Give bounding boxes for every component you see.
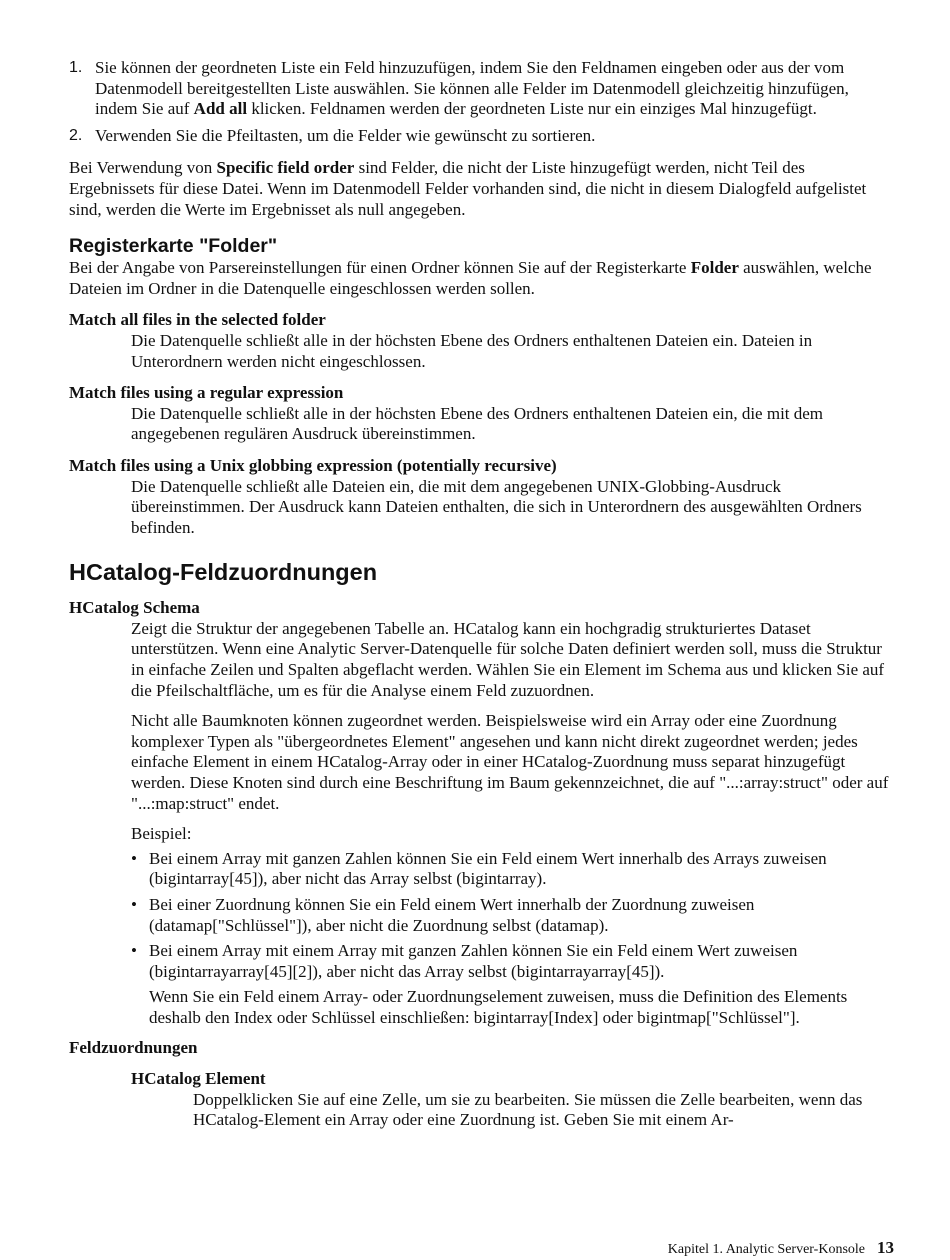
folder-options-list [69, 310, 891, 538]
list-item: • Bei einer Zuordnung können Sie ein Feld einem Wert innerhalb der Zuordnung zuweisen (datamap["Schlüssel"]), aber nicht die Zuordnung selbst (datamap). [131, 895, 755, 935]
specific-field-order-term: Specific field order [216, 158, 355, 178]
example-bullets [131, 849, 891, 1029]
field-mappings-definitions [69, 1038, 891, 1131]
page-footer [668, 1238, 894, 1258]
list-item [69, 58, 891, 120]
list-item [69, 126, 891, 147]
list-text: klicken. Feldnamen werden der geordneten Liste nur ein einziges Mal hinzugefügt. [247, 99, 817, 119]
page-number: 13 [877, 1238, 894, 1257]
definition-term: HCatalog Element [131, 1069, 266, 1089]
schema-description: Zeigt die Struktur der angegebenen Tabelle an. HCatalog kann ein hochgradig strukturiertes Dataset unterstützen. Wenn eine Analytic Server-Datenquelle für solche Daten definiert werden soll, muss die Struktur in einfache Zeilen und Spalten abgeflacht werden. Wählen Sie ein Element im Schema aus und klicken Sie auf die Pfeilschaltfläche, um es für die Analyse einem Feld zuzuordnen. [131, 618, 885, 700]
folder-tab-heading: Registerkarte "Folder" [69, 235, 278, 258]
list-item: • Bei einem Array mit einem Array mit ganzen Zahlen können Sie ein Feld einem Wert zuweisen (bigintarrayarray[45][2]), aber nicht das Array selbst (bigintarrayarray[45]). Wenn Sie ein Feld einem Array- oder Zuordnungselement zuweisen, muss die Definition des Elements deshalb den Index oder Schlüssel einschließen: bigintarray[Index] oder bigintmap["Schlüssel"]. [131, 941, 891, 1028]
definition-description: Doppelklicken Sie auf eine Zelle, um sie zu bearbeiten. Sie müssen die Zelle bearbeiten, wenn das HCatalog-Element ein Array oder eine Zuordnung ist. Geben Sie mit einem Ar- [193, 1089, 863, 1130]
folder-term: Folder [690, 258, 739, 278]
bullet-icon: • [131, 895, 137, 914]
chapter-title: Kapitel 1. Analytic Server-Konsole [667, 1242, 865, 1257]
add-all-term: Add all [193, 99, 248, 119]
list-number: 2. [69, 126, 83, 144]
bullet-icon: • [131, 941, 137, 961]
schema-description: Nicht alle Baumknoten können zugeordnet werden. Beispielsweise wird ein Array oder eine Zuordnung komplexer Typen als "übergeordnetes Element" angesehen und kann nicht direkt zugeordnet werden; jedes einfache Element in einem HCatalog-Array oder in einer HCatalog-Zuordnung muss separat hinzugefügt werden. Diese Knoten sind durch eine Beschriftung im Baum gekennzeichnet, die auf "...:array:struct" oder auf "...:map:struct" endet. [131, 711, 889, 813]
list-item: • Bei einem Array mit ganzen Zahlen können Sie ein Feld einem Wert innerhalb des Arrays zuweisen (bigintarray[45]), aber nicht das Array selbst (bigintarray). [131, 848, 827, 889]
definition-term: HCatalog Schema [69, 598, 200, 618]
example-label: Beispiel: [131, 824, 192, 844]
definition-description: Die Datenquelle schließt alle Dateien ein, die mit dem angegebenen UNIX-Globbing-Ausdruck übereinstimmen. Der Ausdruck kann Dateien enthalten, die sich in Unterordnern des ausgewählten Ordners befinden. [131, 476, 862, 537]
definition-term: Match files using a Unix globbing expression (potentially recursive) [69, 455, 557, 475]
definition-term: Feldzuordnungen [69, 1037, 198, 1057]
definition-description: Die Datenquelle schließt alle in der höchsten Ebene des Ordners enthaltenen Dateien ein, die mit dem angegebenen regulären Ausdruck übereinstimmen. [131, 403, 824, 444]
specific-field-order-paragraph: Bei Verwendung von Specific field order sind Felder, die nicht der Liste hinzugefügt werden, nicht Teil des Ergebnissets für diese Datei. Wenn im Datenmodell Felder vorhanden sind, die nicht in diesem Dialogfeld aufgelistet sind, werden die Werte im Ergebnisset als null angegeben. [69, 158, 867, 219]
definition-term: Match all files in the selected folder [69, 310, 326, 330]
list-text: Verwenden Sie die Pfeiltasten, um die Felder wie gewünscht zu sortieren. [95, 125, 596, 145]
definition-description: Die Datenquelle schließt alle in der höchsten Ebene des Ordners enthaltenen Dateien ein. Dateien in Unterordnern werden nicht eingeschlossen. [131, 330, 813, 371]
folder-intro-paragraph: Bei der Angabe von Parsereinstellungen für einen Ordner können Sie auf der Registerkarte Folder auswählen, welche Dateien im Ordner in die Datenquelle eingeschlossen werden sollen. [69, 258, 872, 298]
list-number: 1. [69, 59, 83, 76]
bullet-icon: • [131, 848, 137, 868]
list-text: Sie können der geordneten Liste ein Feld hinzuzufügen, indem Sie den Feldnamen eingeben oder aus der vom Datenmodell bereitgestellten Liste auswählen. Sie können alle Felder im Datenmodell gleichzeitig hinzufügen, indem Sie auf [95, 58, 849, 119]
document-page [69, 58, 891, 1131]
bullet-note: Wenn Sie ein Feld einem Array- oder Zuordnungselement zuweisen, muss die Definition des Elements deshalb den Index oder Schlüssel einschließen: bigintarray[Index] oder bigintmap["Schlüssel"]. [149, 987, 848, 1027]
hcatalog-definitions [69, 598, 891, 845]
definition-term: Match files using a regular expression [69, 383, 344, 403]
ordered-list [69, 58, 891, 146]
hcatalog-section-heading: HCatalog-Feldzuordnungen [69, 559, 378, 586]
